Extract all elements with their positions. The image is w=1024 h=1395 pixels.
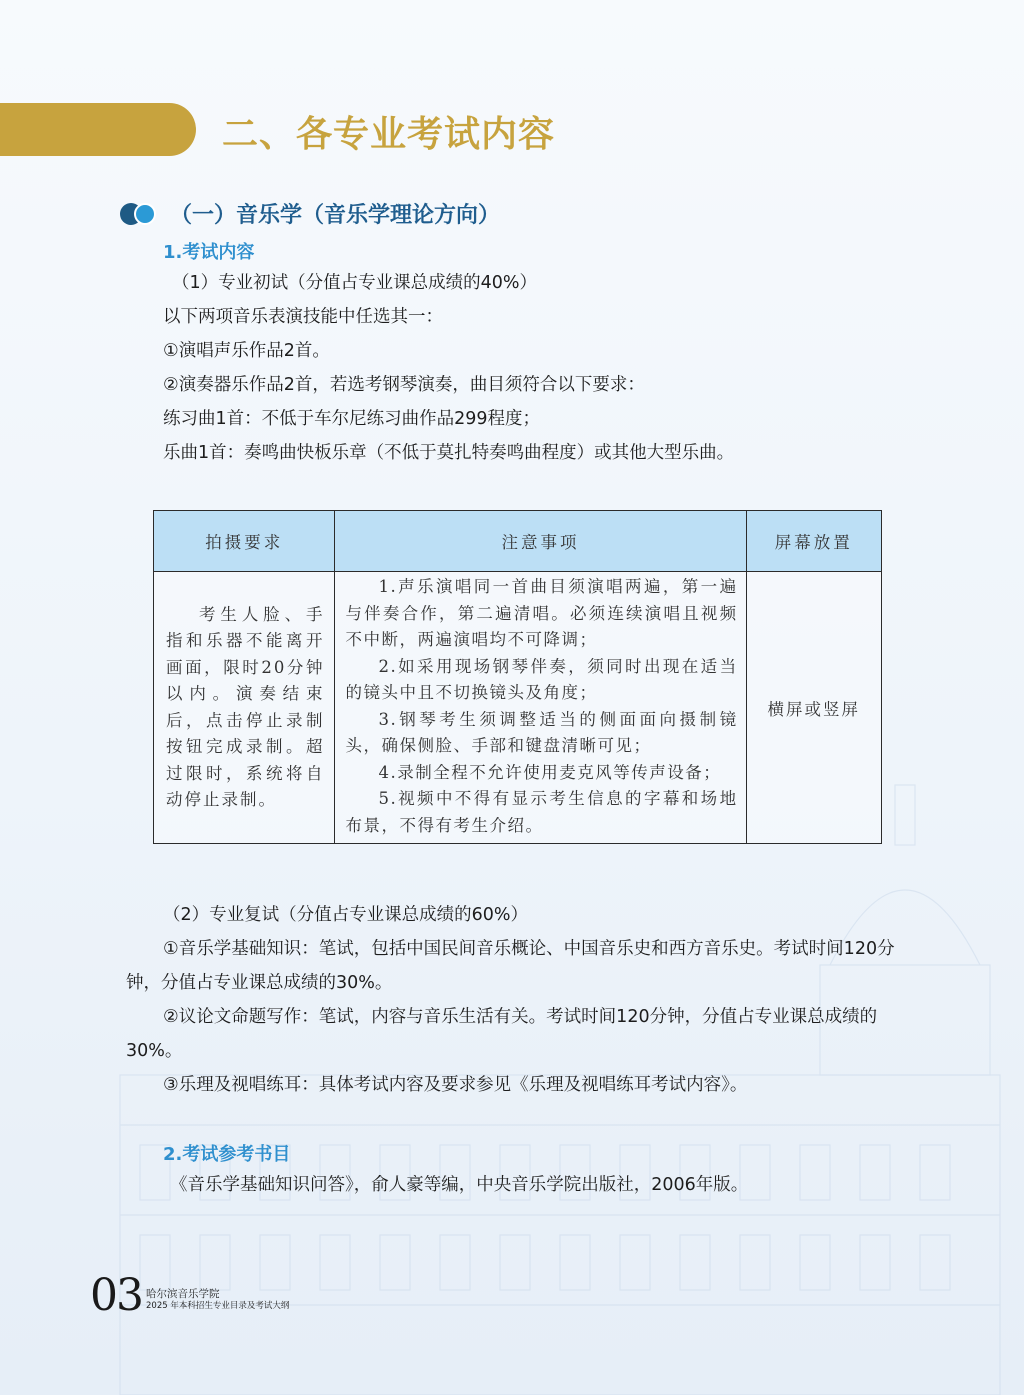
screen-placement-cell: 横屏或竖屏: [746, 572, 881, 844]
bullet-dots-icon: [120, 201, 160, 227]
page-number: 03: [90, 1270, 142, 1321]
section-title: 二、各专业考试内容: [222, 114, 556, 155]
section-title-bar: [0, 103, 196, 156]
initial-exam-line: ②演奏器乐作品2首，若选考钢琴演奏，曲目须符合以下要求：: [163, 375, 645, 395]
retest-item: ①音乐学基础知识：笔试，包括中国民间音乐概论、中国音乐史和西方音乐史。考试时间120分钟，分值占专业课总成绩的30%。: [126, 939, 895, 993]
recording-requirements-table: [153, 510, 882, 844]
footer-school-name: 哈尔滨音乐学院: [146, 1288, 220, 1300]
heading-exam-content: 1.考试内容: [163, 242, 255, 263]
shooting-requirements-text: 考生人脸、手指和乐器不能离开画面，限时20分钟以内。演奏结束后，点击停止录制按钮完成录制。超过限时，系统将自动停止录制。: [166, 604, 325, 809]
initial-exam-title: （1）专业初试（分值占专业课总成绩的40%）: [172, 273, 538, 293]
table-header-row: [154, 511, 882, 572]
heading-reference-books: 2.考试参考书目: [163, 1144, 291, 1165]
footer-document-title: 2025 年本科招生专业目录及考试大纲: [146, 1301, 290, 1311]
reference-book: 《音乐学基础知识问答》，俞人豪等编，中央音乐学院出版社，2006年版。: [170, 1175, 749, 1195]
retest-title: （2）专业复试（分值占专业课总成绩的60%）: [163, 905, 529, 925]
note-item: 2.如采用现场钢琴伴奏，须同时出现在适当的镜头中且不切换镜头及角度；: [345, 656, 738, 702]
retest-item: ③乐理及视唱练耳：具体考试内容及要求参见《乐理及视唱练耳考试内容》。: [163, 1075, 748, 1095]
note-item: 4.录制全程不允许使用麦克风等传声设备；: [378, 762, 722, 782]
table-header-cell: 拍摄要求: [154, 511, 335, 572]
table-row: [154, 572, 882, 844]
subsection-title: （一）音乐学（音乐学理论方向）: [170, 203, 501, 228]
table-header-cell: 屏幕放置: [746, 511, 881, 572]
initial-exam-line: ①演唱声乐作品2首。: [163, 341, 330, 361]
note-item: 1.声乐演唱同一首曲目须演唱两遍，第一遍与伴奏合作，第二遍清唱。必须连续演唱且视频不中断，两遍演唱均不可降调；: [345, 577, 738, 649]
subsection-heading: [120, 198, 500, 229]
note-item: 3.钢琴考生须调整适当的侧面面向摄制镜头，确保侧脸、手部和键盘清晰可见；: [345, 709, 738, 755]
retest-item: ②议论文命题写作：笔试，内容与音乐生活有关。考试时间120分钟，分值占专业课总成绩的30%。: [126, 1007, 878, 1061]
notes-cell: [335, 572, 746, 844]
initial-exam-line: 练习曲1首：不低于车尔尼练习曲作品299程度；: [163, 409, 541, 429]
initial-exam-line: 以下两项音乐表演技能中任选其一：: [163, 307, 443, 327]
initial-exam-line: 乐曲1首：奏鸣曲快板乐章（不低于莫扎特奏鸣曲程度）或其他大型乐曲。: [163, 443, 735, 463]
table-header-cell: 注意事项: [335, 511, 746, 572]
note-item: 5.视频中不得有显示考生信息的字幕和场地布景，不得有考生介绍。: [345, 789, 738, 835]
shooting-requirements-cell: [154, 572, 335, 844]
